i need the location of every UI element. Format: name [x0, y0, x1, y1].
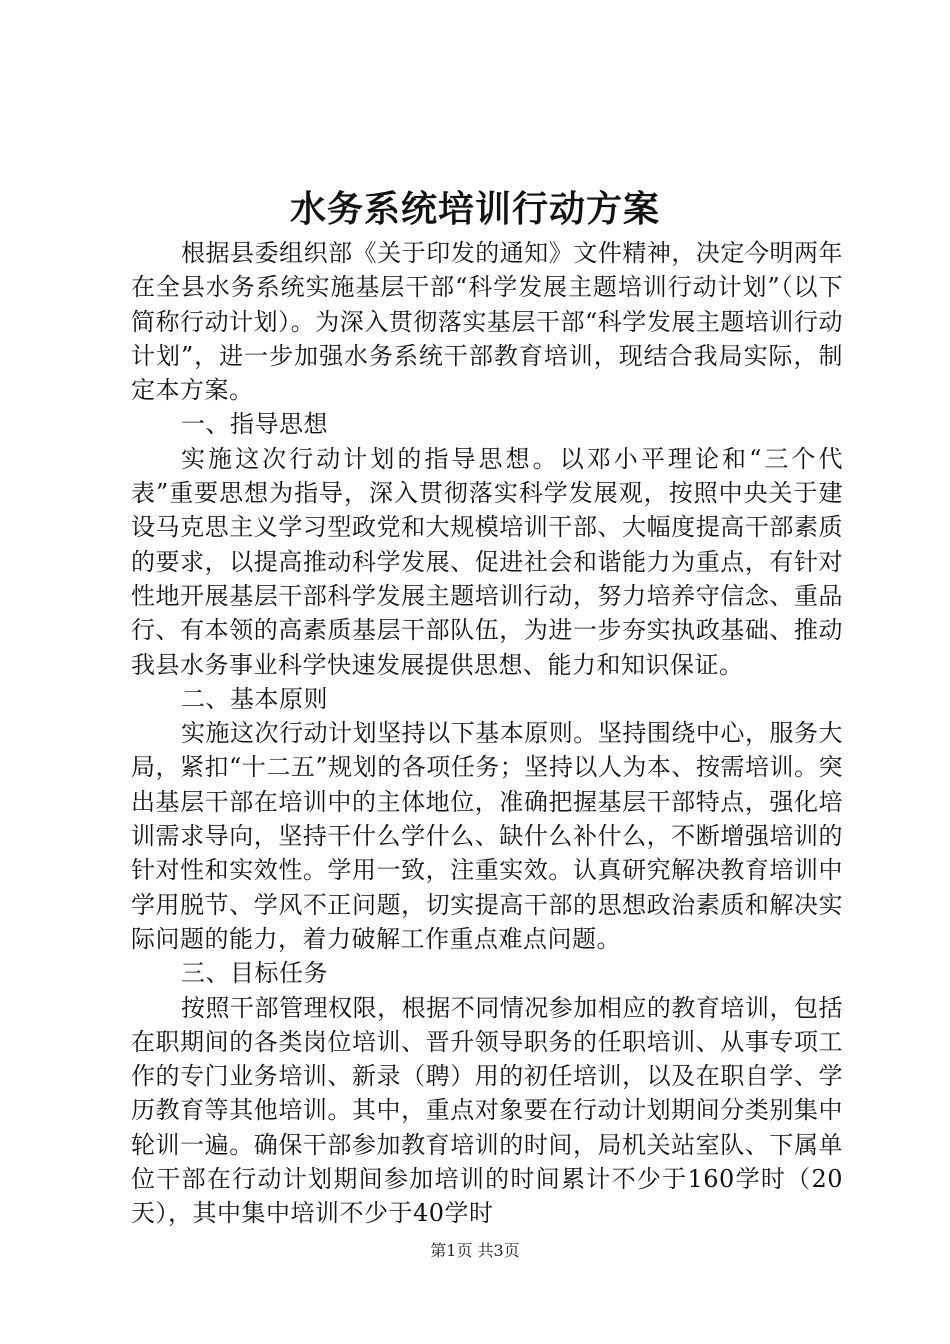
section-heading-goals-tasks: 三、目标任务	[181, 959, 328, 988]
intro-paragraph: 根据县委组织部《关于印发的通知》文件精神，决定今明两年在全县水务系统实施基层干部“科学发展主题培训行动计划”（以下简称行动计划）。为深入贯彻落实基层干部“科学发展主题培训行动计划”，进一步加强水务系统干部教育培训，现结合我局实际，制定本方案。	[131, 239, 843, 405]
basic-principles-paragraph: 实施这次行动计划坚持以下基本原则。坚持围绕中心，服务大局，紧扣“十二五”规划的各项任务；坚持以人为本、按需培训。突出基层干部在培训中的主体地位，准确把握基层干部特点，强化培训需求导向，坚持干什么学什么、缺什么补什么，不断增强培训的针对性和实效性。学用一致，注重实效。认真研究解决教育培训中学用脱节、学风不正问题，切实提高干部的思想政治素质和解决实际问题的能力，着力破解工作重点难点问题。	[131, 719, 843, 953]
goals-tasks-paragraph: 按照干部管理权限，根据不同情况参加相应的教育培训，包括在职期间的各类岗位培训、晋升领导职务的任职培训、从事专项工作的专门业务培训、新录（聘）用的初任培训，以及在职自学、学历教育等其他培训。其中，重点对象要在行动计划期间分类别集中轮训一遍。确保干部参加教育培训的时间，局机关站室队、下属单位干部在行动计划期间参加培训的时间累计不少于160学时（20天），其中集中培训不少于40学时	[131, 993, 843, 1228]
document-title: 水务系统培训行动方案	[289, 188, 660, 230]
section-heading-basic-principles: 二、基本原则	[181, 684, 328, 713]
document-body	[131, 236, 843, 1231]
section-heading-guiding-ideology: 一、指导思想	[181, 410, 328, 439]
page-footer: 第1页 共3页	[430, 1241, 520, 1260]
guiding-ideology-paragraph: 实施这次行动计划的指导思想。以邓小平理论和“三个代表”重要思想为指导，深入贯彻落实科学发展观，按照中央关于建设马克思主义学习型政党和大规模培训干部、大幅度提高干部素质的要求，以提高推动科学发展、促进社会和谐能力为重点，有针对性地开展基层干部科学发展主题培训行动，努力培养守信念、重品行、有本领的高素质基层干部队伍，为进一步夯实执政基础、推动我县水务事业科学快速发展提供思想、能力和知识保证。	[131, 444, 843, 679]
